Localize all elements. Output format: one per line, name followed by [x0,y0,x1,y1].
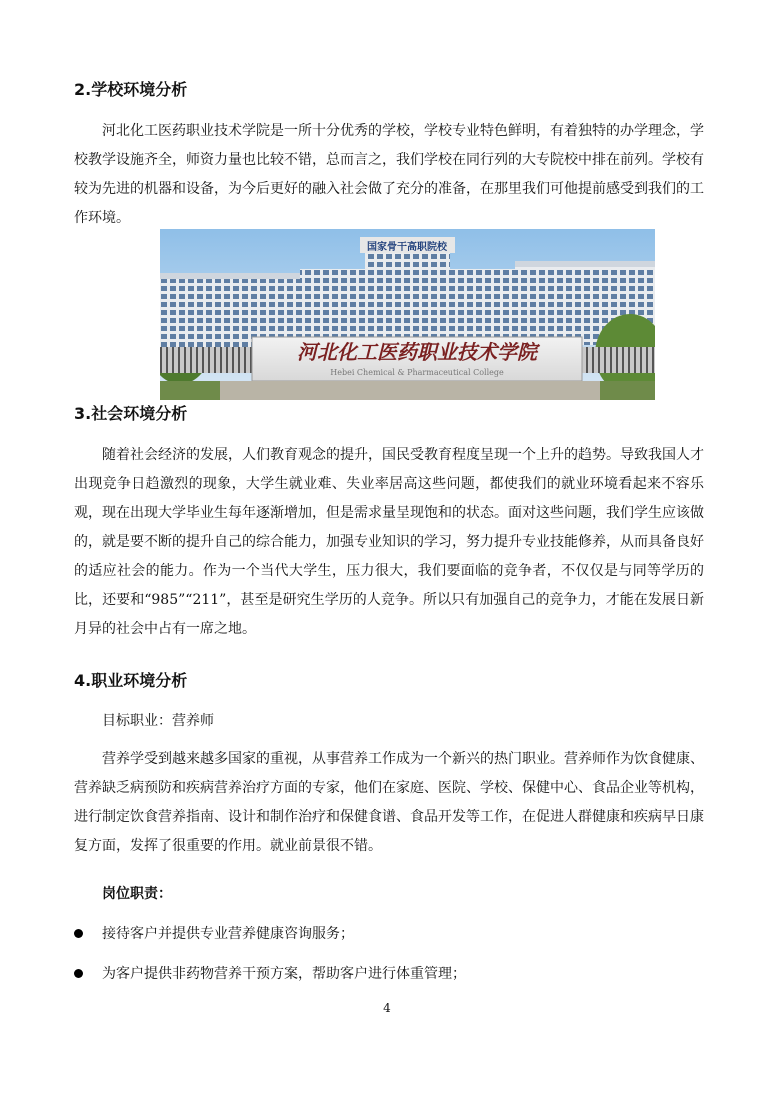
page-number: 4 [383,1001,391,1015]
target-career: 目标职业：营养师 [102,713,214,729]
duty-text: 接待客户并提供专业营养健康咨询服务； [102,926,354,942]
bullet-icon [74,969,83,978]
campus-photo [160,229,655,400]
gate-english-text: Hebei Chemical & Pharmaceutical College [330,368,504,377]
society-paragraph: 随着社会经济的发展，人们教育观念的提升，国民受教育程度呈现一个上升的趋势。导致我国人才出现竞争日趋激烈的现象，大学生就业难、失业率居高这些问题，都使我们的就业环境看起来不容乐观，现在出现大学毕业生每年逐渐增加，但是需求量呈现饱和的状态。面对这些问题，我们学生应该做的，就是要不断的提升自己的综合能力，加强专业知识的学习，努力提升专业技能修养，从而具备良好的适应社会的能力。作为一个当代大学生，压力很大，我们要面临的竞争者，不仅仅是与同等学历的比，还要和“985”“211”，甚至是研究生学历的人竞争。所以只有加强自己的竞争力，才能在发展日新月异的社会中占有一席之地。 [74,447,704,637]
section-heading-career: 4.职业环境分析 [74,671,188,690]
section-heading-society: 3.社会环境分析 [74,404,188,423]
bullet-icon [74,929,83,938]
section-heading-school: 2.学校环境分析 [74,80,188,99]
career-paragraph: 营养学受到越来越多国家的重视，从事营养工作成为一个新兴的热门职业。营养师作为饮食健康、营养缺乏病预防和疾病营养治疗方面的专家，他们在家庭、医院、学校、保健中心、食品企业等机构，进行制定饮食营养指南、设计和制作治疗和保健食谱、食品开发等工作，在促进人群健康和疾病早日康复方面，发挥了很重要的作用。就业前景很不错。 [74,751,704,854]
duty-text: 为客户提供非药物营养干预方案，帮助客户进行体重管理； [102,966,466,982]
gate-name-text: 河北化工医药职业技术学院 [297,340,537,364]
roof-sign-text: 国家骨干高职院校 [367,242,447,253]
school-paragraph: 河北化工医药职业技术学院是一所十分优秀的学校，学校专业特色鲜明，有着独特的办学理念，学校教学设施齐全，师资力量也比较不错，总而言之，我们学校在同行列的大专院校中排在前列。学校有较为先进的机器和设备，为今后更好的融入社会做了充分的准备，在那里我们可他提前感受到我们的工作环境。 [74,123,704,226]
duties-title: 岗位职责： [102,886,172,902]
